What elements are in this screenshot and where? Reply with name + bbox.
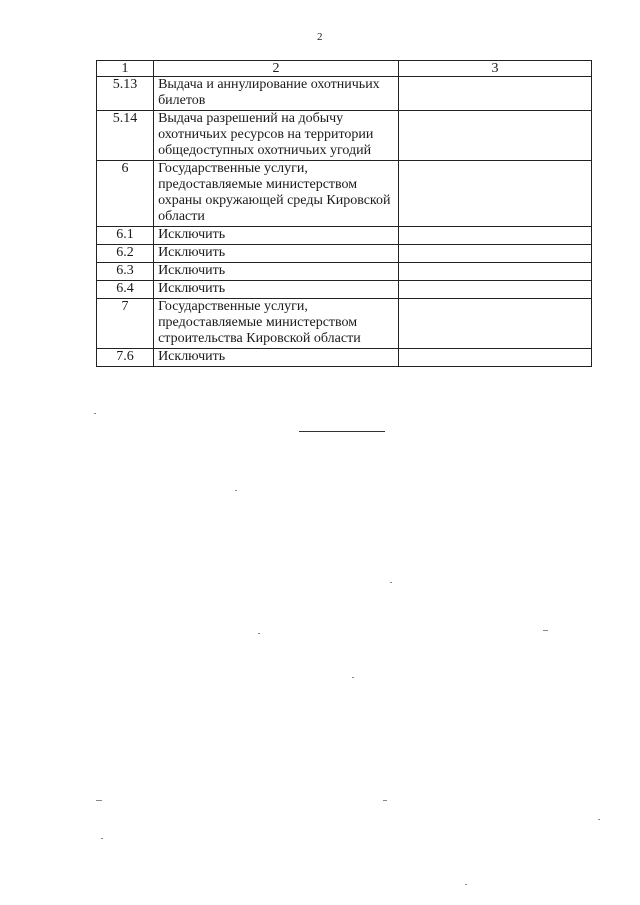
table-row [97, 77, 592, 111]
row-text: Исключить [154, 263, 399, 281]
scan-speck [543, 630, 548, 631]
row-note [398, 77, 591, 111]
scan-speck [96, 800, 102, 801]
row-note [398, 349, 591, 367]
table-row [97, 161, 592, 227]
scan-speck [94, 413, 96, 414]
page-number: 2 [317, 31, 323, 43]
row-note [398, 111, 591, 161]
row-text: Исключить [154, 349, 399, 367]
row-text: Исключить [154, 281, 399, 299]
header-col-1: 1 [97, 61, 154, 77]
scan-speck [352, 677, 354, 678]
scan-speck [598, 819, 600, 820]
row-text: Исключить [154, 245, 399, 263]
row-number: 6.1 [97, 227, 154, 245]
row-number: 6.2 [97, 245, 154, 263]
row-text: Выдача и аннулирование охотничьих билетов [154, 77, 399, 111]
row-number: 7.6 [97, 349, 154, 367]
scan-speck [390, 582, 392, 583]
row-number: 6 [97, 161, 154, 227]
scan-speck [101, 838, 103, 839]
row-number: 7 [97, 299, 154, 349]
row-number: 5.13 [97, 77, 154, 111]
row-text: Государственные услуги, предоставляемые министерством охраны окружающей среды Кировской области [154, 161, 399, 227]
table-header-row [97, 61, 592, 77]
row-text: Государственные услуги, предоставляемые министерством строительства Кировской области [154, 299, 399, 349]
row-number: 5.14 [97, 111, 154, 161]
scan-speck [235, 490, 237, 491]
row-note [398, 161, 591, 227]
scan-speck [258, 633, 260, 634]
table-row [97, 245, 592, 263]
row-text: Исключить [154, 227, 399, 245]
table-row [97, 263, 592, 281]
end-separator-line [299, 431, 385, 432]
header-col-2: 2 [154, 61, 399, 77]
row-number: 6.4 [97, 281, 154, 299]
table-row [97, 281, 592, 299]
header-col-3: 3 [398, 61, 591, 77]
row-note [398, 263, 591, 281]
table-row [97, 299, 592, 349]
row-number: 6.3 [97, 263, 154, 281]
row-note [398, 281, 591, 299]
row-text: Выдача разрешений на добычу охотничьих ресурсов на территории общедоступных охотничьих угодий [154, 111, 399, 161]
row-note [398, 227, 591, 245]
scan-speck [465, 884, 467, 885]
row-note [398, 245, 591, 263]
scan-speck [383, 800, 387, 801]
table-row [97, 227, 592, 245]
row-note [398, 299, 591, 349]
table-row [97, 111, 592, 161]
services-table [96, 60, 592, 367]
table-row [97, 349, 592, 367]
